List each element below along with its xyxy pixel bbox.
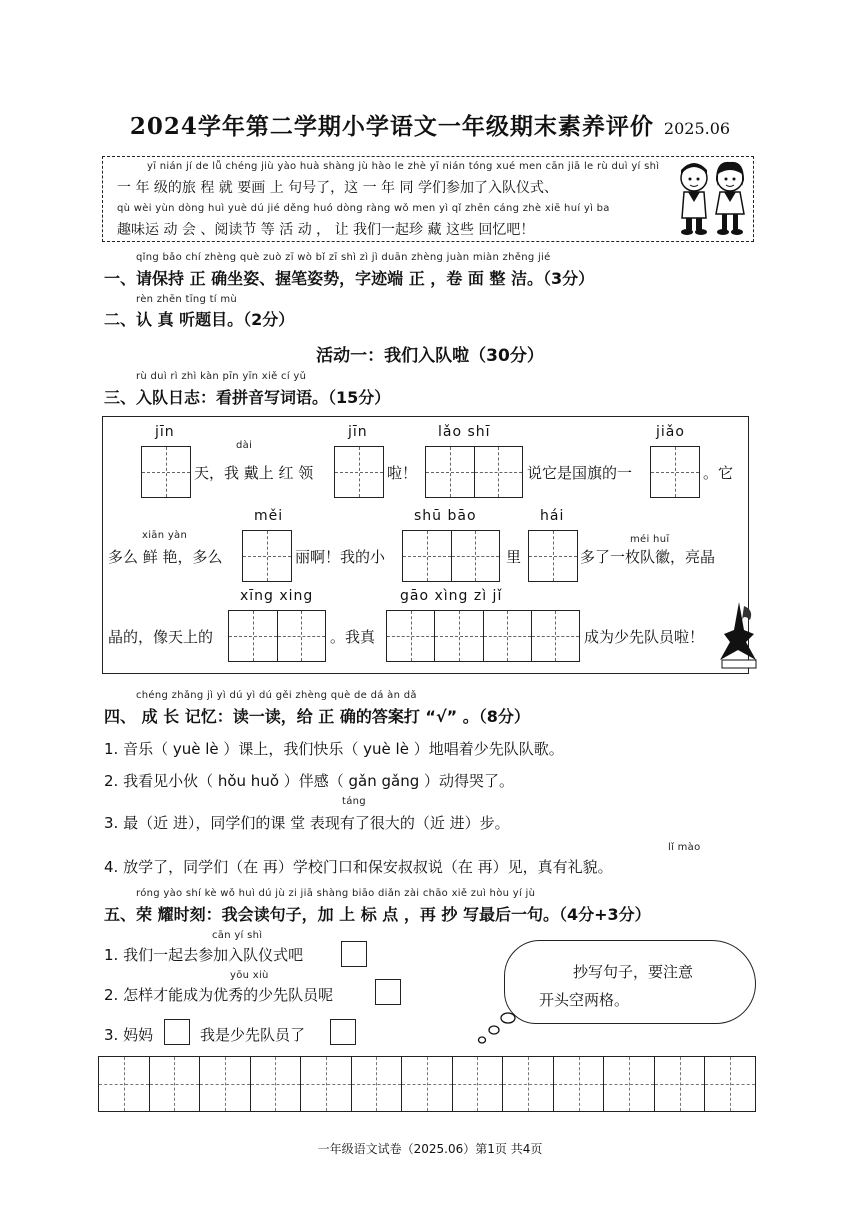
writing-box-gaoxingziji[interactable] [386,610,580,662]
section1-heading: 一、请保持 正 确坐姿、握笔姿势，字迹端 正 ，卷 面 整 洁。（3分） [104,269,595,288]
writing-box-jin-2[interactable] [334,446,384,498]
row1-text-3: 说它是国旗的一 [527,464,633,482]
pinyin-xingxing: xīng xing [240,588,314,604]
page-title [0,108,860,141]
sentence-1: 1. 我们一起去参加入队仪式吧 [104,946,304,964]
question-4-3: 3. 最（近 进），同学们的课 堂 表现有了很大的（近 进）步。 [104,814,510,832]
hint-cloud [504,940,756,1024]
section4-heading: 四、 成 长 记忆：读一读，给 正 确的答案打 “√” 。（8分） [104,707,530,726]
punctuation-box-1[interactable] [341,941,367,967]
hint-line-2: 开头空两格。 [539,991,630,1009]
sentence-3-part-2: 我是少先队员了 [200,1026,306,1044]
punctuation-box-2[interactable] [375,979,401,1005]
question-4-1: 1. 音乐（ yuè lè ）课上，我们快乐（ yuè lè ）地唱着少先队队歌。 [104,740,564,758]
question-4-4-pinyin: lǐ mào [668,842,701,853]
row2-text-4: 多了一枚队徽，亮晶 [580,548,716,566]
row3-text-3: 成为少先队员啦！ [584,628,705,646]
section1-pinyin: qǐng bǎo chí zhèng què zuò zī wò bǐ zī shì zì jì duān zhèng juàn miàn zhěng jié [136,252,551,263]
row3-text-2: 。我真 [330,628,376,646]
question-4-3-pinyin: táng [342,796,366,807]
writing-box-laoshi[interactable] [425,446,523,498]
pinyin-gaoxingziji: gāo xìng zì jǐ [400,588,503,604]
intro-box [102,156,754,242]
punctuation-box-4[interactable] [330,1019,356,1045]
sentence-2: 2. 怎样才能成为优秀的少先队员呢 [104,986,334,1004]
cloud-tail-icon [470,1010,520,1050]
section2-pinyin: rèn zhēn tīng tí mù [136,294,238,305]
writing-box-mei[interactable] [242,530,292,582]
section3-heading: 三、入队日志：看拼音写词语。（15分） [104,388,391,407]
hint-line-1: 抄写句子，要注意 [573,963,694,981]
title-date: 2025.06 [663,119,731,138]
writing-box-xingxing[interactable] [228,610,326,662]
intro-pinyin-1: yī nián jí de lǚ chéng jiù yào huà shàng jù hào le zhè yī nián tóng xué men cān jiā le rù duì yí shì [147,161,660,172]
pinyin-xianyan: xiān yàn [142,530,188,541]
pinyin-meihui: méi huī [630,534,670,545]
pinyin-shubao: shū bāo [414,508,477,524]
intro-text-2: 趣味运 动 会 、阅读节 等 活 动 ， 让 我们一起珍 藏 这些 回忆吧！ [117,222,535,238]
pinyin-jin-2: jīn [348,424,368,440]
section3-pinyin: rù duì rì zhì kàn pīn yīn xiě cí yǔ [136,371,307,382]
question-4-4: 4. 放学了，同学们（在 再）学校门口和保安叔叔说（在 再）见，真有礼貌。 [104,858,613,876]
intro-text-1: 一 年 级的旅 程 就 要画 上 句号了，这 一 年 同 学们参加了入队仪式、 [117,180,558,196]
writing-box-jiao[interactable] [650,446,700,498]
section2-heading: 二、认 真 听题目。（2分） [104,310,295,329]
writing-box-jin-1[interactable] [141,446,191,498]
pinyin-mei: měi [254,508,284,524]
row3-text-1: 晶的，像天上的 [108,628,214,646]
section5-heading: 五、荣 耀时刻：我会读句子，加 上 标 点 ，再 抄 写最后一句。（4分+3分） [104,905,651,924]
row2-text-3: 里 [506,548,522,566]
row1-text-4: 。它 [703,464,734,482]
row2-text-1: 多么 鲜 艳，多么 [108,548,223,566]
pinyin-jin-1: jīn [155,424,175,440]
pinyin-hai: hái [540,508,565,524]
row2-text-2: 丽啊！我的小 [295,548,386,566]
pioneer-children-illustration [672,156,752,240]
row1-text-1: 天，我 戴上 红 领 [194,464,314,482]
question-4-2: 2. 我看见小伙（ hǒu huǒ ）伴感（ gǎn gǎng ）动得哭了。 [104,772,515,790]
sentence-3-part-1: 3. 妈妈 [104,1026,154,1044]
section5-pinyin: róng yào shí kè wǒ huì dú jù zi jiā shàng biāo diǎn zài chāo xiě zuì hòu yí jù [136,888,536,899]
writing-box-hai[interactable] [528,530,578,582]
activity1-heading: 活动一：我们入队啦（30分） [316,346,544,366]
section4-pinyin: chéng zhǎng jì yì dú yì dú gěi zhèng què de dá àn dǎ [136,690,417,701]
page-footer: 一年级语文试卷（2025.06）第1页 共4页 [317,1142,543,1156]
sentence-2-pinyin: yōu xiù [230,970,269,981]
pinyin-laoshi: lǎo shī [438,424,491,440]
pioneer-badge-icon [714,600,764,674]
punctuation-box-3[interactable] [164,1019,190,1045]
sentence-1-pinyin: cān yí shì [212,930,263,941]
writing-box-shubao[interactable] [402,530,500,582]
pinyin-dai: dài [236,440,253,451]
title-text: 2024学年第二学期小学语文一年级期末素养评价 [129,113,654,140]
copy-writing-grid[interactable] [98,1056,756,1112]
intro-pinyin-2: qù wèi yùn dòng huì yuè dú jié děng huó dòng ràng wǒ men yì qǐ zhēn cáng zhè xiē huí yì ba [117,203,610,214]
row1-text-2: 啦！ [387,464,418,482]
pinyin-jiao: jiǎo [656,424,685,440]
